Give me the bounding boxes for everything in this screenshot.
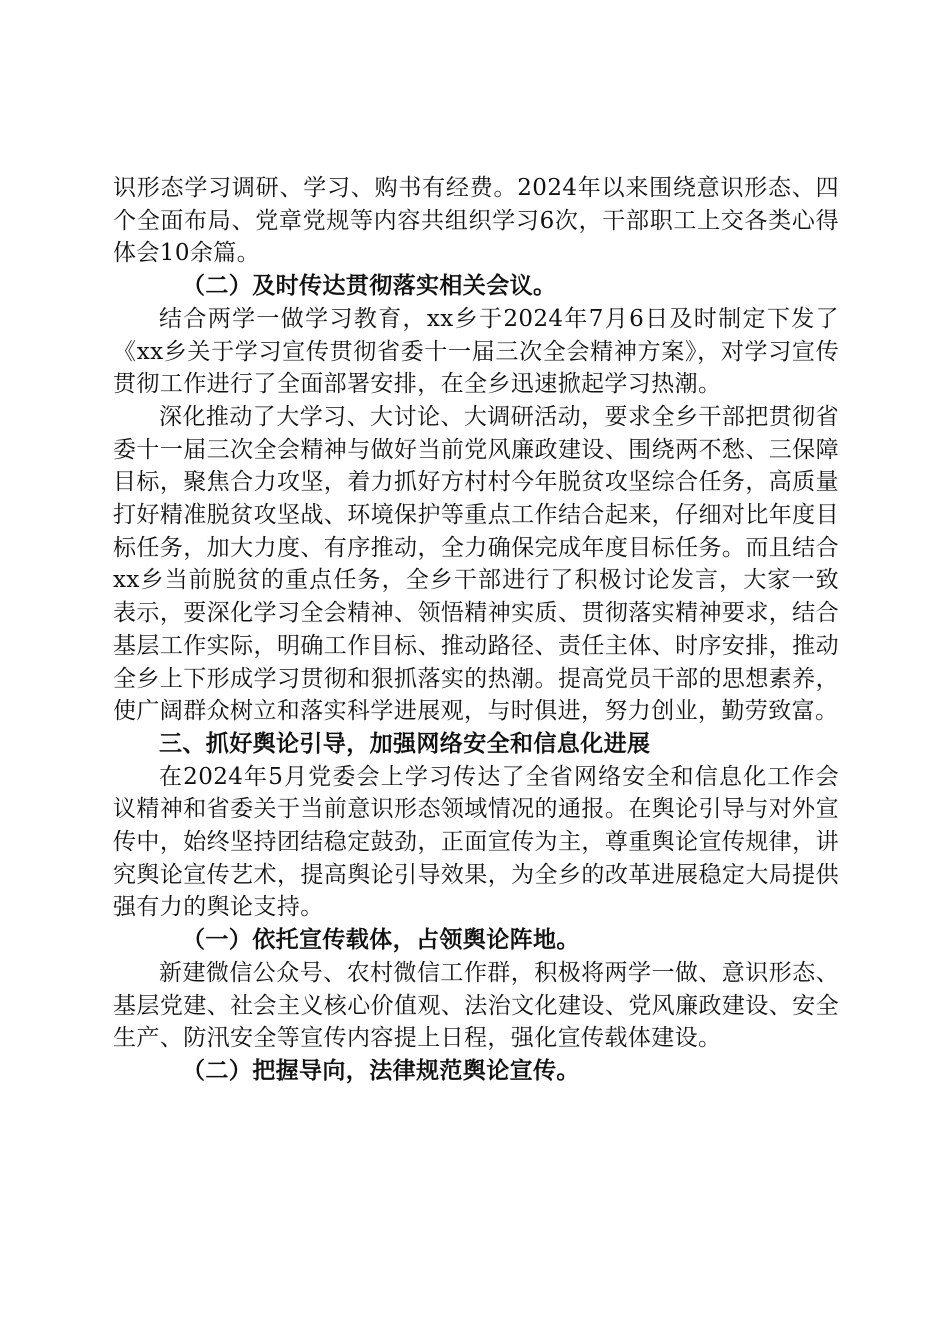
paragraph-continued: 识形态学习调研、学习、购书有经费。2024年以来围绕意识形态、四个全面布局、党章党规等内容共组织学习6次，干部职工上交各类心得体会10余篇。: [113, 175, 839, 267]
paragraph-deepen-study: 深化推动了大学习、大讨论、大调研活动，要求全乡干部把贯彻省委十一届三次全会精神与做好当前党风廉政建设、围绕两不愁、三保障目标，聚焦合力攻坚，着力抓好方村村今年脱贫攻坚综合任务，高质量打好精准脱贫攻坚战、环境保护等重点工作结合起来，仔细对比年度目标任务，加大力度、有序推动，全力确保完成年度目标任务。而且结合xx乡当前脱贫的重点任务，全乡干部进行了积极讨论发言，大家一致表示，要深化学习全会精神、领悟精神实质、贯彻落实精神要求，结合基层工作实际，明确工作目标、推动路径、责任主体、时序安排，推动全乡上下形成学习贯彻和狠抓落实的热潮。提高党员干部的思想素养，使广阔群众树立和落实科学进展观，与时俱进，努力创业，勤劳致富。: [113, 403, 839, 725]
paragraph-wechat-platform: 新建微信公众号、农村微信工作群，积极将两学一做、意识形态、基层党建、社会主义核心价值观、法治文化建设、党风廉政建设、安全生产、防汛安全等宣传内容提上日程，强化宣传载体建设。: [113, 959, 839, 1052]
subheading-convey-meetings: （二）及时传达贯彻落实相关会议。: [182, 273, 557, 300]
section-heading-public-opinion: 三、抓好舆论引导，加强网络安全和信息化进展: [159, 730, 651, 757]
subheading-publicity-carrier: （一）依托宣传载体，占领舆论阵地。: [182, 927, 580, 954]
paragraph-study-plan: 结合两学一做学习教育，xx乡于2024年7月6日及时制定下发了《xx乡关于学习宣传贯彻省委十一届三次全会精神方案》，对学习宣传贯彻工作进行了全面部署安排，在全乡迅速掀起学习热潮。: [113, 305, 839, 398]
document-body: [113, 172, 839, 1088]
paragraph-network-security: 在2024年5月党委会上学习传达了全省网络安全和信息化工作会议精神和省委关于当前意识形态领域情况的通报。在舆论引导与对外宣传中，始终坚持团结稳定鼓劲，正面宣传为主，尊重舆论宣传规律，讲究舆论宣传艺术，提高舆论引导效果，为全乡的改革进展稳定大局提供强有力的舆论支持。: [113, 763, 839, 921]
subheading-guidance: （二）把握导向，法律规范舆论宣传。: [182, 1057, 580, 1084]
